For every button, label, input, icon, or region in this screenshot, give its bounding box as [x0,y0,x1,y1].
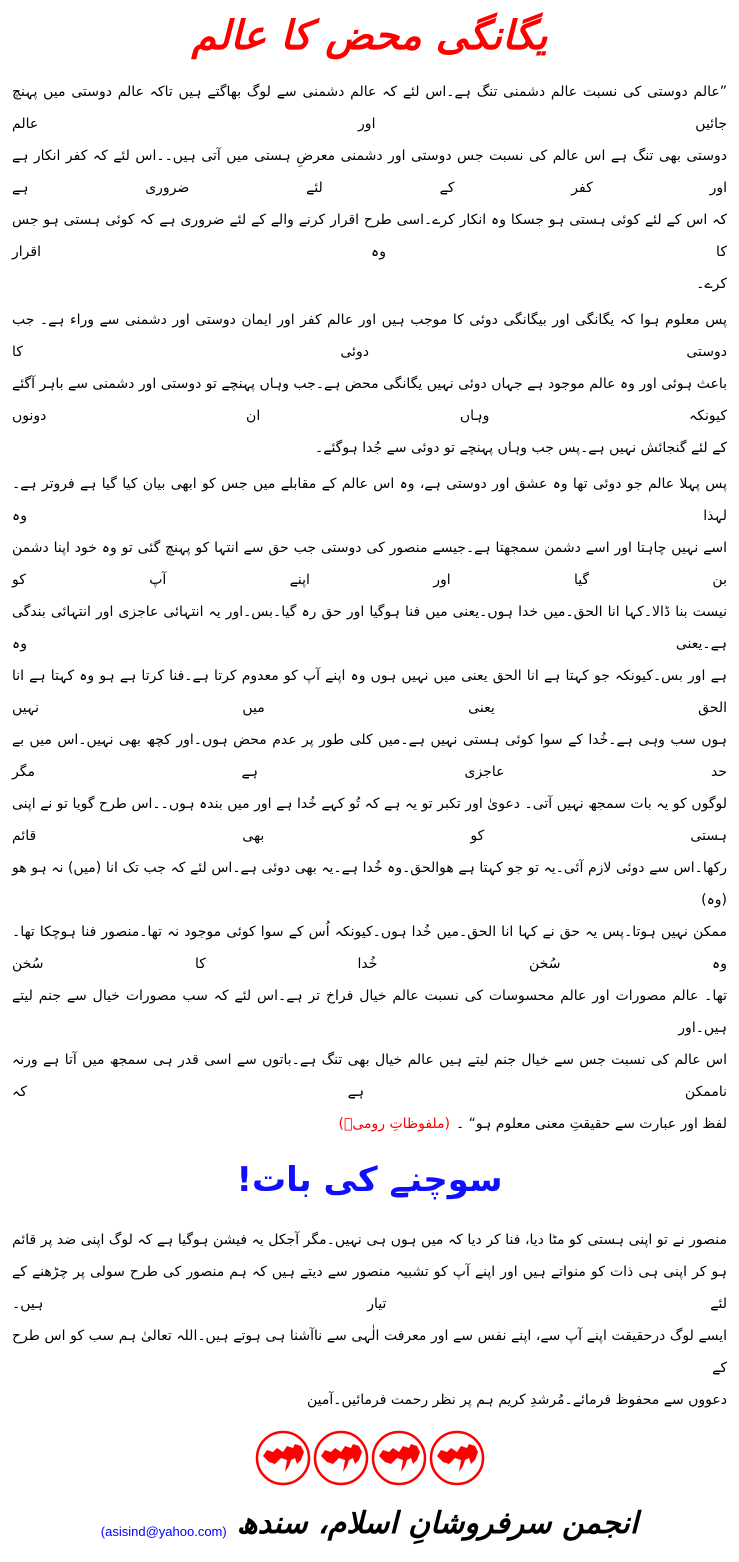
paragraph-1 [12,76,727,300]
map-emblem-icon [371,1430,427,1486]
text-line: رکھا۔اس سے دوئی لازم آئی۔یہ تو جو کہتا ہے ھوالحق۔وہ خُدا ہے۔یہ بھی دوئی ہے۔اس لئے کہ جب تک انا (میں) نہ ہو ھو (وہ) [12,860,727,908]
text-line: تھا۔ عالم مصورات اور عالم محسوسات کی نسبت عالم خیال فراخ تر ہے۔اس لئے کہ سب مصورات خیال سے جنم لیتے ہیں۔اور [12,988,727,1036]
text-line: باعث ہوئی اور وہ عالم موجود ہے جہاں دوئی نہیں یگانگی محض ہے۔جب وہاں پہنچے تو دوستی اور دشمنی سے باہر آگئے کیونکہ وہاں ان دونوں [12,376,727,424]
text-line: منصور نے تو اپنی ہستی کو مٹا دیا، فنا کر دیا کہ میں ہوں ہی نہیں۔مگر آجکل یہ فیشن ہوگیا ہے کہ لوگ اپنی ضد پر قائم [12,1232,727,1248]
text-line: کے لئے گنجائش نہیں ہے۔پس جب وہاں پہنچے تو دوئی سے جُدا ہوگئے۔ [315,440,727,456]
text-line: ہے اور بس۔کیونکہ جو کہتا ہے انا الحق یعنی میں نہیں ہوں وہ اپنے آپ کو معدوم کرتا ہے۔فنا کرتا ہے ہو وہ کہتا ہے انا الحق یعنی میں نہیں [12,668,727,716]
text-line: لفظ اور عبارت سے حقیقتِ معنی معلوم ہو“ ۔ [456,1116,727,1132]
paragraph-3 [12,468,727,1140]
text-line: ہو کر اپنی ہی ذات کو منواتے ہیں اور اپنے آپ کو تشبیہ منصور سے دیتے ہیں کہ ہم منصور کی طرح سولی پر چڑھنے کے لئے تیار ہیں۔ [12,1264,727,1312]
text-line: لوگوں کو یہ بات سمجھ نہیں آتی۔ دعویٰ اور تکبر تو یہ ہے کہ تُو کہے خُدا ہے اور میں بندہ ہوں۔۔اس طرح گویا تو نے اپنی ہستی کو بھی قائم [12,796,727,844]
text-line: کہ اس کے لئے کوئی ہستی ہو جسکا وہ انکار کرے۔اسی طرح اقرار کرنے والے کے لئے ضروری ہے کہ کوئی ہستی ہو جس کا وہ اقرار [12,212,727,260]
page-title: یگانگی محض کا عالم [191,13,548,59]
text-line: کرے۔ [696,276,727,292]
map-emblem-icon [313,1430,369,1486]
document [0,4,739,1562]
paragraph-2 [12,304,727,464]
paragraph-4 [12,1224,727,1416]
text-line: ”عالم دوستی کی نسبت عالم دشمنی تنگ ہے۔اس لئے کہ عالم دشمنی سے لوگ بھاگتے ہیں تاکہ عالم دوستی میں پہنچ جائیں اور عالم [12,84,727,132]
footer [12,1492,727,1562]
section-heading: سوچنے کی بات! [236,1160,503,1200]
text-line: دوستی بھی تنگ ہے اس عالم کی نسبت جس دوستی اور دشمنی معرضِ ہستی میں آتی ہیں۔۔اس لئے کہ کفر انکار ہے اور کفر کے لئے ضروری ہے [12,148,727,196]
text-line: پس پہلا عالم جو دوئی تھا وہ عشق اور دوستی ہے، وہ اس عالم کے مقابلے میں جس کو ابھی بیان کیا گیا ہے فروتر ہے۔لہذا وہ [12,476,727,524]
text-line: نیست بنا ڈالا۔کہا انا الحق۔میں خدا ہوں۔یعنی میں فنا ہوگیا اور حق رہ گیا۔بس۔اور یہ انتہائی عاجزی اور انتہائی بندگی ہے۔یعنی وہ [12,604,727,652]
logo-row [12,1430,727,1486]
map-emblem-icon [429,1430,485,1486]
text-line: دعووں سے محفوظ فرمائے۔مُرشدِ کریم ہم پر نظر رحمت فرمائیں۔آمین [307,1392,727,1408]
text-line: پس معلوم ہوا کہ یگانگی اور بیگانگی دوئی کا موجب ہیں اور عالم کفر اور ایمان دوستی اور دشمنی سے وراء ہے۔ جب دوستی دوئی کا [12,312,727,360]
text-line: ہوں سب وہی ہے۔خُدا کے سوا کوئی ہستی نہیں ہے۔میں کلی طور پر عدم محض ہوں۔اور کچھ بھی نہیں۔اس میں بے حد عاجزی ہے مگر [12,732,727,780]
text-line: اس عالم کی نسبت جس سے خیال جنم لیتے ہیں عالم خیال بھی تنگ ہے۔باتوں سے اسی قدر ہی سمجھ میں آتا ہے ورنہ ناممکن ہے کہ [12,1052,727,1100]
map-emblem-icon [255,1430,311,1486]
organization-name: انجمن سرفروشانِ اسلام، سندھ [236,1506,639,1541]
text-line: اسے نہیں چاہتا اور اسے دشمن سمجھتا ہے۔جیسے منصور کی دوستی جب حق سے انتہا کو پہنچ گئی تو وہ خود اپنا دشمن بن گیا اور اپنے آپ کو [12,540,727,588]
email-link[interactable]: (asisind@yahoo.com) [100,1524,227,1539]
text-line: ایسے لوگ درحقیقت اپنے آپ سے، اپنے نفس سے اور معرفت الٰہی سے ناآشنا ہی ہوتے ہیں۔اللہ تعالیٰ ہم سب کو اس طرح کے [12,1328,727,1376]
text-line: ممکن نہیں ہوتا۔پس یہ حق نے کہا انا الحق۔میں خُدا ہوں۔کیونکہ اُس کے سوا کوئی موجود نہ تھا۔منصور فنا ہوچکا تھا۔وہ سُخن خُدا کا سُخن [12,924,727,972]
source-citation: (ملفوظاتِ رومیؒ) [338,1116,451,1132]
text-line-with-source [12,1108,727,1140]
